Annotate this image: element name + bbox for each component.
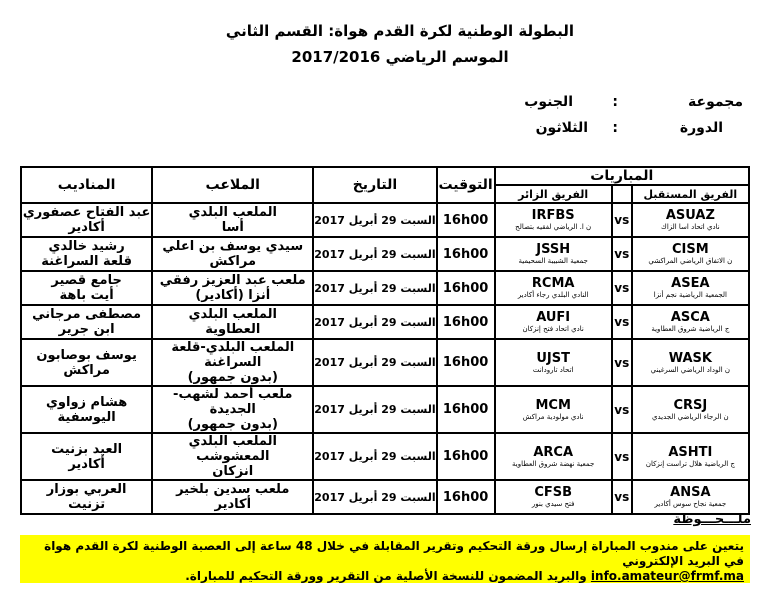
stadium-name: الملعب البلدي المعشوشب [188, 434, 277, 464]
date-header: التاريخ [313, 167, 436, 203]
home-team-name: ن الاتفاق الرياضي المراكشي [648, 257, 733, 265]
delegate-cell [21, 339, 152, 386]
vs-label: vs [612, 386, 632, 433]
match-date: السبت 29 أبريل 2017 [313, 203, 436, 237]
home-team-cell [632, 480, 749, 514]
delegate-city: قلعة السراغنة [41, 254, 132, 269]
table-row [21, 433, 749, 480]
home-team-cell [632, 339, 749, 386]
vs-label: vs [612, 305, 632, 339]
match-time: 16h00 [437, 480, 495, 514]
away-team-code: MCM [535, 397, 571, 413]
match-date: السبت 29 أبريل 2017 [313, 305, 436, 339]
away-team-code: AUFI [536, 310, 571, 325]
delegate-cell [21, 433, 152, 480]
round-colon: : [612, 120, 618, 136]
table-row [21, 339, 749, 386]
home-team-name: نادي اتحاد اسا الزاك [661, 223, 720, 231]
group-value: الجنوب [524, 94, 573, 110]
delegate-city: اليوسفية [57, 409, 116, 425]
stadium-name: ملعب سدين بلخير [176, 482, 290, 497]
home-team-code: ASCA [670, 310, 710, 325]
group-colon: : [612, 94, 618, 110]
delegate-name: العربي بوزار [46, 482, 127, 497]
table-row [21, 480, 749, 514]
away-team-name: جمعية الشبيبة السحيمية [518, 257, 588, 265]
page-title: البطولة الوطنية لكرة القدم هواة: القسم الثاني [225, 22, 575, 40]
stadium-city: مراكش [209, 254, 257, 269]
matches-header: المباريات [495, 167, 749, 185]
home-team-name: ن الوداد الرياضي السرغيني [650, 365, 731, 374]
stadium-city: أنزا (أكادير) [195, 288, 271, 303]
match-date: السبت 29 أبريل 2017 [313, 237, 436, 271]
away-team-header: الفريق الزائر [495, 185, 612, 203]
table-row [21, 386, 749, 433]
away-team-name: فتح سيدي بنور [531, 500, 575, 508]
vs-label: vs [612, 203, 632, 237]
away-team-name: اتحاد تارودانت [532, 365, 574, 374]
stadium-city: (بدون جمهور) [187, 370, 278, 385]
stadium-city: أسا [221, 220, 244, 235]
group-label: مجموعة [688, 94, 743, 110]
note-box [20, 535, 750, 583]
away-team-name: جمعية نهضة شروق العطاوية [512, 459, 595, 468]
away-team-cell [495, 271, 612, 305]
stadium-city: أكادير [214, 497, 252, 512]
away-team-code: CFSB [534, 485, 573, 500]
home-team-name: جمعية نجاح سوس أكادير [654, 500, 727, 508]
away-team-cell [495, 386, 612, 433]
away-team-name: النادي البلدي رجاء أكادير [517, 291, 589, 299]
vs-label: vs [612, 480, 632, 514]
time-header: التوقيت [437, 167, 495, 203]
away-team-code: UJST [536, 350, 570, 366]
delegate-city: أيت باهة [59, 288, 114, 303]
note-title: ملـــحـــوظة [673, 512, 751, 527]
home-team-cell [632, 305, 749, 339]
table-row [21, 203, 749, 237]
stadium-cell [152, 271, 313, 305]
fixtures-table [20, 166, 750, 515]
home-team-cell [632, 203, 749, 237]
delegate-cell [21, 271, 152, 305]
delegate-city: تزنيت [68, 497, 106, 512]
delegate-cell [21, 237, 152, 271]
table-row [21, 237, 749, 271]
away-team-cell [495, 305, 612, 339]
vs-label: vs [612, 433, 632, 480]
stadium-name: الملعب البلدي [188, 307, 277, 322]
delegate-name: العيد بزنيت [51, 441, 123, 457]
delegate-name: جامع قصير [51, 273, 122, 288]
delegate-name: يوسف بوصابون [36, 347, 137, 363]
stadium-name: ملعب أحمد لشهب-الجديدة [173, 387, 293, 417]
home-team-code: WASK [668, 350, 712, 366]
vs-label: vs [612, 271, 632, 305]
round-label: الدورة [679, 120, 723, 136]
away-team-cell [495, 339, 612, 386]
table-row [21, 271, 749, 305]
stadium-cell [152, 305, 313, 339]
home-team-header: الفريق المستقبل [632, 185, 749, 203]
away-team-code: RCMA [531, 276, 575, 291]
away-team-code: IRFBS [531, 208, 575, 223]
stadium-cell [152, 203, 313, 237]
home-team-cell [632, 433, 749, 480]
match-date: السبت 29 أبريل 2017 [313, 386, 436, 433]
home-team-code: ANSA [670, 485, 711, 500]
away-team-code: JSSH [536, 242, 571, 257]
delegate-city: أكادير [68, 220, 105, 235]
email-link[interactable]: info.amateur@frmf.ma [590, 569, 744, 583]
home-team-name: الجمعية الرياضية نجم أنزا [653, 291, 727, 299]
away-team-cell [495, 237, 612, 271]
match-date: السبت 29 أبريل 2017 [313, 271, 436, 305]
away-team-cell [495, 480, 612, 514]
match-time: 16h00 [437, 203, 495, 237]
home-team-cell [632, 271, 749, 305]
match-date: السبت 29 أبريل 2017 [313, 480, 436, 514]
stadium-header: الملاعب [152, 167, 313, 203]
stadium-cell [152, 339, 313, 386]
delegate-cell [21, 480, 152, 514]
away-team-cell [495, 433, 612, 480]
home-team-code: CRSJ [673, 397, 708, 413]
season-title: الموسم الرياضي 2017/2016 [291, 48, 509, 66]
vs-label: vs [612, 237, 632, 271]
stadium-cell [152, 480, 313, 514]
stadium-name: الملعب البلدي [188, 205, 277, 220]
stadium-name: ملعب عبد العزيز رفقي [159, 273, 306, 288]
away-team-name: نادي اتحاد فتح إنزكان [522, 325, 584, 333]
delegate-cell [21, 386, 152, 433]
home-team-code: ASUAZ [665, 208, 715, 223]
delegate-name: رشيد خالدي [48, 239, 125, 254]
round-value: الثلاثون [535, 120, 588, 136]
match-time: 16h00 [437, 305, 495, 339]
home-team-code: ASHTI [668, 444, 713, 460]
stadium-city: العطاوية [205, 322, 261, 337]
delegate-cell [21, 305, 152, 339]
home-team-name: ن الرجاء الرياضي الجديدي [652, 412, 729, 421]
home-team-cell [632, 237, 749, 271]
note-text-2: والبريد المضمون للنسخة الأصلية من التقرير وورقة التحكيم للمباراة. [185, 569, 587, 583]
home-team-code: CISM [672, 242, 709, 257]
match-time: 16h00 [437, 237, 495, 271]
match-date: السبت 29 أبريل 2017 [313, 433, 436, 480]
delegate-cell [21, 203, 152, 237]
stadium-cell [152, 386, 313, 433]
home-team-name: ج الرياضية شروق العطاوية [651, 325, 730, 333]
home-team-cell [632, 386, 749, 433]
match-time: 16h00 [437, 433, 495, 480]
stadium-name: سيدي يوسف بن اعلي [162, 239, 304, 254]
stadium-cell [152, 237, 313, 271]
home-team-code: ASEA [671, 276, 710, 291]
away-team-cell [495, 203, 612, 237]
away-team-code: ARCA [533, 444, 574, 460]
match-time: 16h00 [437, 271, 495, 305]
home-team-name: ج الرياضية هلال تراست إنزكان [645, 459, 735, 468]
delegates-header: المناديب [21, 167, 152, 203]
stadium-city: انزكان [212, 464, 254, 479]
away-team-name: نادي مولودية مراكش [522, 412, 584, 421]
delegate-name: عبد الفتاح عصفوري [22, 205, 151, 220]
delegate-city: مراكش [63, 362, 110, 378]
stadium-name: الملعب البلدي-قلعة السراغنة [171, 340, 295, 370]
note-text-1: يتعين على مندوب المباراة إرسال ورقة التحكيم وتقرير المقابلة في خلال 48 ساعة إلى العصبة الوطنية لكرة القدم هواة في البريد الإلكتروني [44, 539, 744, 568]
match-time: 16h00 [437, 386, 495, 433]
stadium-city: (بدون جمهور) [187, 417, 278, 432]
away-team-name: ن ا. الرياضي لفقيه بتصالح [515, 223, 592, 231]
delegate-city: ابن جرير [58, 322, 115, 337]
delegate-name: هشام زواوي [46, 394, 128, 410]
match-time: 16h00 [437, 339, 495, 386]
stadium-cell [152, 433, 313, 480]
vs-label: vs [612, 339, 632, 386]
delegate-city: أكادير [68, 456, 105, 472]
delegate-name: مصطفى مرجاني [32, 307, 142, 322]
table-row [21, 305, 749, 339]
match-date: السبت 29 أبريل 2017 [313, 339, 436, 386]
